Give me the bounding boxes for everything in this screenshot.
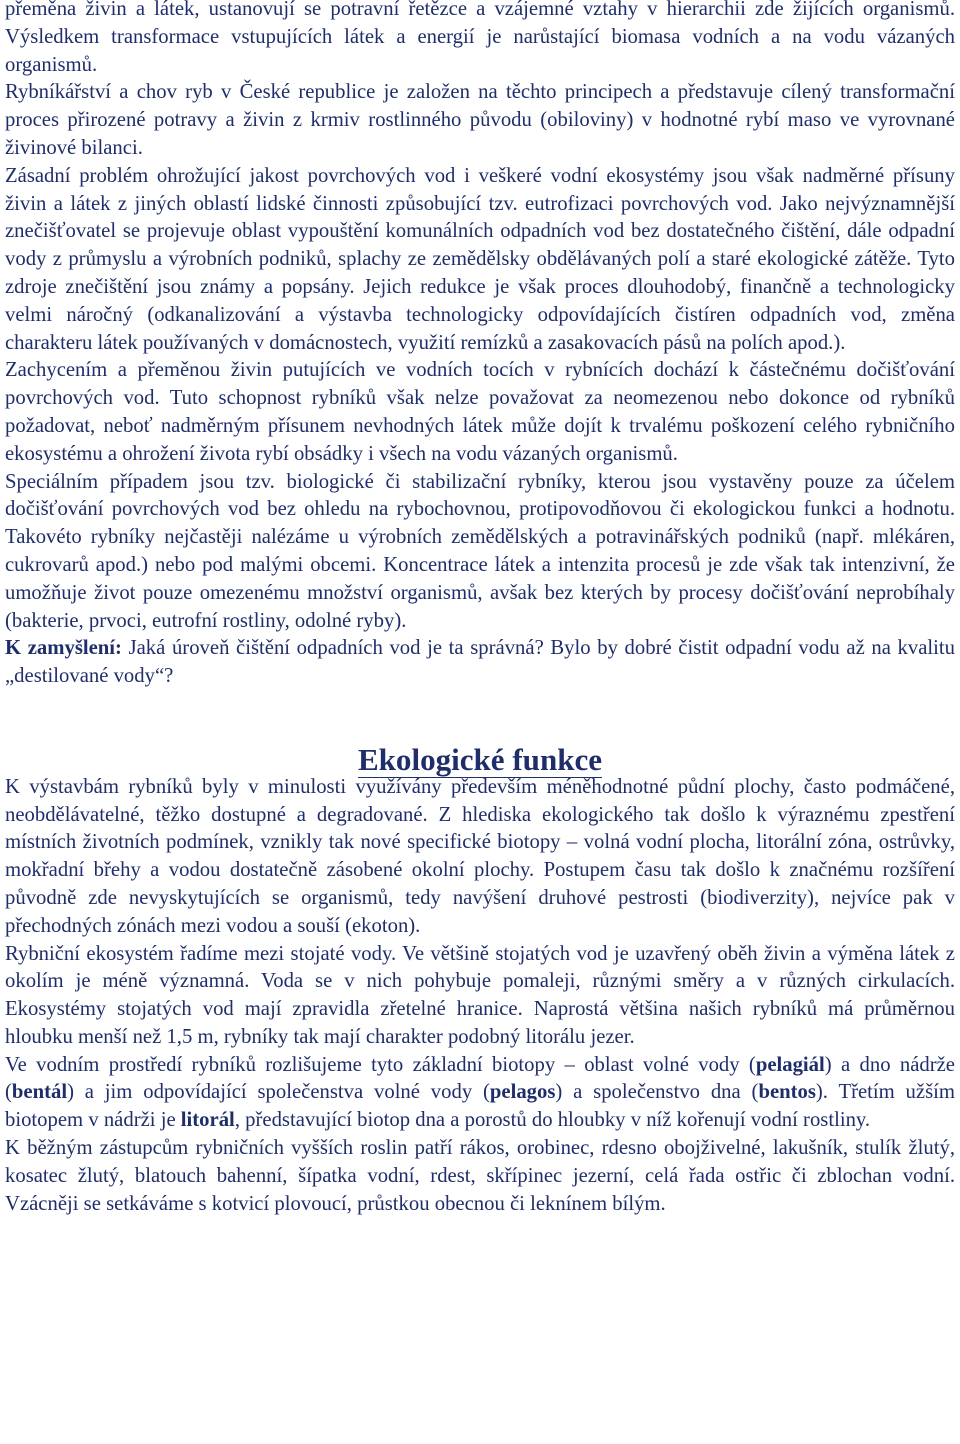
reflection-text: Jaká úroveň čištění odpadních vod je ta správná? Bylo by dobré čistit odpadní vodu až na kvalitu „destilované vody“?	[5, 637, 955, 688]
biotopes-text-1: Ve vodním prostředí rybníků rozlišujeme tyto základní biotopy – oblast volné vody (	[5, 1053, 756, 1076]
paragraph-pond-construction-history: K výstavbám rybníků byly v minulosti využívány především méněhodnotné půdní plochy, často podmáčené, neobdělávatelné, těžko dostupné a degradované. Z hlediska ekologického tak došlo k výraznému zpestření místních životních podmínek, vznikly tak nové specifické biotopy – volná vodní plocha, litorální zóna, ostrůvky, mokřadní břehy a vodou dostatečně zásobené okolní plochy. Postupem času tak došlo k značnému rozšíření původně zde nevyskytujících se organismů, tedy navýšení druhové pestrosti (biodiverzity), nejvíce pak v přechodných zónách mezi vodou a souší (ekoton).	[5, 775, 955, 937]
paragraph-reflection-question	[5, 635, 955, 691]
paragraph-basic-biotopes	[5, 1052, 955, 1135]
term-bental: bentál	[11, 1081, 68, 1104]
term-bentos: bentos	[758, 1081, 816, 1104]
paragraph-fish-farming-principles: Rybníkářství a chov ryb v České republice je založen na těchto principech a představuje cílený transformační proces přirozené potravy a živin z krmiv rostlinného původu (obiloviny) v hodnotné rybí maso ve vyrovnané živinové bilanci.	[5, 81, 955, 159]
biotopes-text-6: , představující biotop dna a porostů do hloubky v níž kořenují vodní rostliny.	[234, 1109, 871, 1132]
reflection-label: K zamyšlení:	[5, 637, 122, 660]
term-pelagos: pelagos	[489, 1081, 556, 1104]
section-heading	[5, 741, 955, 777]
paragraph-water-purification: Zachycením a přeměnou živin putujících ve vodních tocích v rybnících dochází k částečnému dočišťování povrchových vod. Tuto schopnost rybníků však nelze považovat za neomezenou nebo dokonce od rybníků požadovat, neboť nadměrným přísunem nevhodných látek může dojít k trvalému poškození celého rybničního ekosystému a ohrožení života rybí obsádky i všech na vodu vázaných organismů.	[5, 359, 955, 465]
section-spacer	[5, 691, 955, 746]
term-pelagial: pelagiál	[755, 1053, 825, 1076]
biotopes-text-3: ) a jim odpovídající společenstva volné vody (	[67, 1081, 490, 1104]
section-heading-text: Ekologické funkce	[357, 741, 603, 777]
biotopes-text-4: ) a společenstvo dna (	[555, 1081, 759, 1104]
paragraph-pond-plants: K běžným zástupcům rybničních vyšších roslin patří rákos, orobinec, rdesno obojživelné, lakušník, stulík žlutý, kosatec žlutý, blatouch bahenní, šípatka vodní, rdest, skřípinec jezerní, celá řada ostřic či zblochan vodní. Vzácněji se setkáváme s kotvicí plovoucí, průstkou obecnou či leknínem bílým.	[5, 1137, 955, 1215]
paragraph-eutrophication-problem: Zásadní problém ohrožující jakost povrchových vod i veškeré vodní ekosystémy jsou však nadměrné přísuny živin a látek z jiných oblastí lidské činnosti způsobující tzv. eutrofizaci povrchových vod. Jako nejvýznamnější znečišťovatel se projevuje oblast vypouštění komunálních odpadních vod bez dostatečného čištění, dále odpadní vody z průmyslu a výrobních podniků, splachy ze zemědělsky obdělávaných polí a staré ekologické zátěže. Tyto zdroje znečištění jsou známy a popsány. Jejich redukce je však proces dlouhodobý, finančně a technologicky velmi náročný (odkanalizování a výstavba technologicky odpovídajících čistíren odpadních vod, změna charakteru látek používaných v domácnostech, využití remízků a zasakovacích pásů na polích apod.).	[5, 164, 955, 354]
term-litoral: litorál	[180, 1109, 235, 1132]
paragraph-stabilization-ponds: Speciálním případem jsou tzv. biologické či stabilizační rybníky, kterou jsou vystavěny pouze za účelem dočišťování povrchových vod bez ohledu na rybochovnou, protipovodňovou či ekologickou funkci a hodnotu. Takovéto rybníky nejčastěji nalézáme u výrobních zemědělských a potravinářských podniků (např. mlékáren, cukrovarů apod.) nebo pod malými obcemi. Koncentrace látek a intenzita procesů je zde však tak intenzivní, že umožňuje život pouze omezenému množství organismů, avšak bez kterých by procesy dočišťování neprobíhaly (bakterie, prvoci, eutrofní rostliny, odolné ryby).	[5, 470, 955, 632]
paragraph-standing-water-ecosystem: Rybniční ekosystém řadíme mezi stojaté vody. Ve většině stojatých vod je uzavřený oběh živin a výměna látek z okolím je méně významná. Voda se v nich pohybuje pomaleji, různými směry a v různých cirkulacích. Ekosystémy stojatých vod mají zpravidla zřetelné hranice. Naprostá většina našich rybníků má průměrnou hloubku menší než 1,5 m, rybníky tak mají charakter podobný litorálu jezer.	[5, 942, 955, 1048]
biotopes-text-2: ) a dno nádrže (	[5, 1053, 955, 1104]
biotopes-text-5: ). Třetím užším biotopem v nádrži je	[5, 1081, 955, 1132]
paragraph-nutrient-transformation: přeměna živin a látek, ustanovují se potravní řetězce a vzájemné vztahy v hierarchii zde žijících organismů. Výsledkem transformace vstupujících látek a energií je narůstající biomasa vodních a na vodu vázaných organismů.	[5, 0, 955, 76]
